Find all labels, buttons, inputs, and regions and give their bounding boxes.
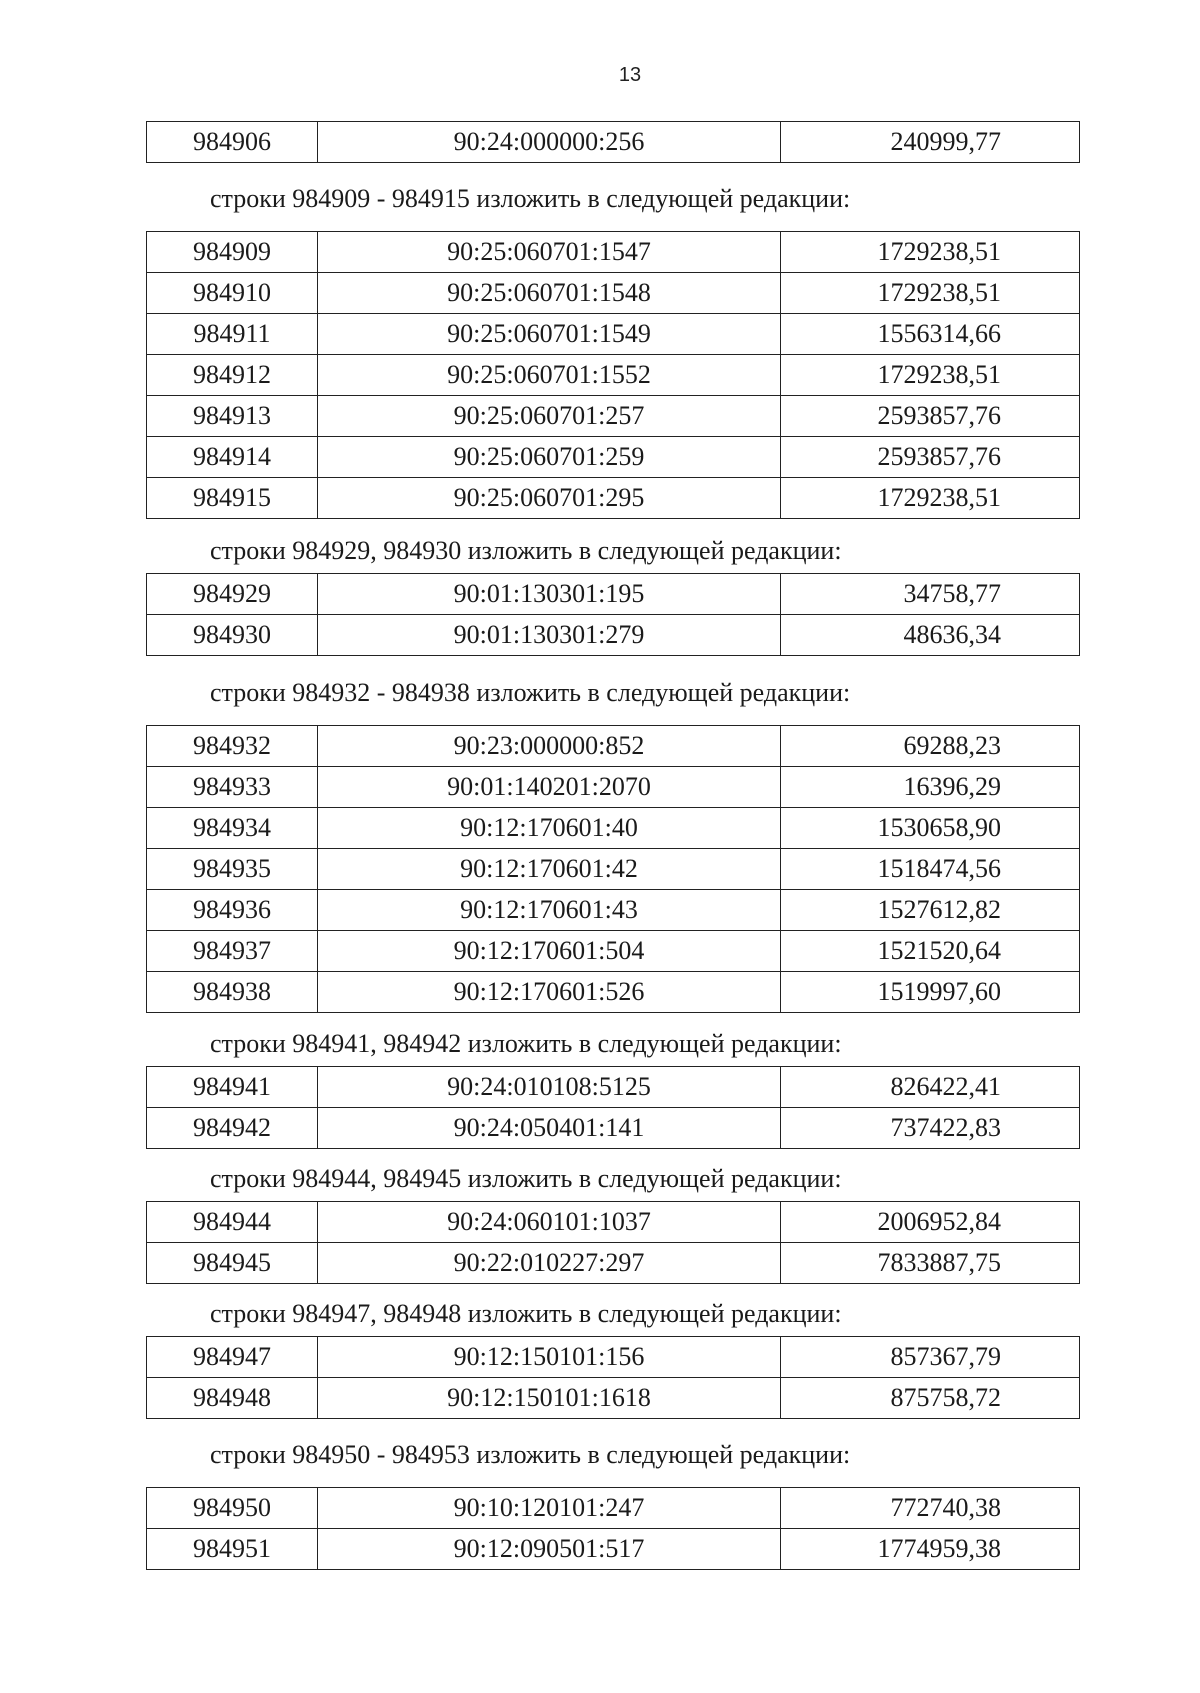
- table-row: [147, 314, 1080, 355]
- section-caption: строки 984941, 984942 изложить в следующей редакции:: [210, 1029, 842, 1058]
- table-row: [147, 478, 1080, 519]
- section-caption: строки 984929, 984930 изложить в следующей редакции:: [210, 536, 842, 565]
- row-number-cell: 984951: [147, 1529, 318, 1570]
- cadastral-number-cell: 90:12:170601:42: [318, 849, 781, 890]
- table-row: [147, 1108, 1080, 1149]
- value-cell: 1729238,51: [781, 232, 1080, 273]
- value-cell: 1521520,64: [781, 931, 1080, 972]
- cadastral-number-cell: 90:10:120101:247: [318, 1488, 781, 1529]
- data-table: [146, 1201, 1080, 1284]
- value-cell: 240999,77: [781, 122, 1080, 163]
- row-number-cell: 984950: [147, 1488, 318, 1529]
- row-number-cell: 984910: [147, 273, 318, 314]
- cadastral-number-cell: 90:24:010108:5125: [318, 1067, 781, 1108]
- row-number-cell: 984944: [147, 1202, 318, 1243]
- table-row: [147, 767, 1080, 808]
- value-cell: 1729238,51: [781, 478, 1080, 519]
- table-row: [147, 849, 1080, 890]
- row-number-cell: 984934: [147, 808, 318, 849]
- value-cell: 737422,83: [781, 1108, 1080, 1149]
- value-cell: 48636,34: [781, 615, 1080, 656]
- section-caption: строки 984944, 984945 изложить в следующей редакции:: [210, 1164, 842, 1193]
- row-number-cell: 984948: [147, 1378, 318, 1419]
- data-table: [146, 725, 1080, 1013]
- cadastral-number-cell: 90:25:060701:1549: [318, 314, 781, 355]
- row-number-cell: 984932: [147, 726, 318, 767]
- page-number: 13: [618, 64, 642, 86]
- row-number-cell: 984912: [147, 355, 318, 396]
- table-row: [147, 972, 1080, 1013]
- table-row: [147, 1529, 1080, 1570]
- cadastral-number-cell: 90:25:060701:259: [318, 437, 781, 478]
- value-cell: 2593857,76: [781, 396, 1080, 437]
- cadastral-number-cell: 90:01:130301:195: [318, 574, 781, 615]
- value-cell: 1729238,51: [781, 355, 1080, 396]
- section-caption: строки 984950 - 984953 изложить в следующей редакции:: [210, 1440, 851, 1469]
- value-cell: 1774959,38: [781, 1529, 1080, 1570]
- cadastral-number-cell: 90:25:060701:1552: [318, 355, 781, 396]
- table-row: [147, 232, 1080, 273]
- cadastral-number-cell: 90:22:010227:297: [318, 1243, 781, 1284]
- section-6: [146, 1299, 1080, 1419]
- table-row: [147, 1067, 1080, 1108]
- value-cell: 826422,41: [781, 1067, 1080, 1108]
- row-number-cell: 984909: [147, 232, 318, 273]
- section-5: [146, 1164, 1080, 1284]
- section-7: [146, 1440, 1080, 1570]
- row-number-cell: 984933: [147, 767, 318, 808]
- section-4: [146, 1029, 1080, 1149]
- table-row: [147, 396, 1080, 437]
- value-cell: 1729238,51: [781, 273, 1080, 314]
- section-1: [146, 184, 1080, 519]
- value-cell: 2006952,84: [781, 1202, 1080, 1243]
- table-row: [147, 1202, 1080, 1243]
- value-cell: 772740,38: [781, 1488, 1080, 1529]
- table-row: [147, 890, 1080, 931]
- cadastral-number-cell: 90:12:150101:156: [318, 1337, 781, 1378]
- section-0: [146, 121, 1080, 163]
- table-row: [147, 1488, 1080, 1529]
- row-number-cell: 984906: [147, 122, 318, 163]
- row-number-cell: 984942: [147, 1108, 318, 1149]
- section-3: [146, 678, 1080, 1013]
- row-number-cell: 984915: [147, 478, 318, 519]
- value-cell: 875758,72: [781, 1378, 1080, 1419]
- row-number-cell: 984936: [147, 890, 318, 931]
- table-row: [147, 1378, 1080, 1419]
- table-row: [147, 1337, 1080, 1378]
- table-row: [147, 615, 1080, 656]
- data-table: [146, 1487, 1080, 1570]
- table-row: [147, 1243, 1080, 1284]
- table-row: [147, 122, 1080, 163]
- row-number-cell: 984935: [147, 849, 318, 890]
- table-row: [147, 726, 1080, 767]
- section-caption: строки 984932 - 984938 изложить в следующей редакции:: [210, 678, 851, 707]
- table-row: [147, 931, 1080, 972]
- cadastral-number-cell: 90:25:060701:1547: [318, 232, 781, 273]
- row-number-cell: 984930: [147, 615, 318, 656]
- table-row: [147, 574, 1080, 615]
- cadastral-number-cell: 90:01:140201:2070: [318, 767, 781, 808]
- value-cell: 69288,23: [781, 726, 1080, 767]
- value-cell: 1530658,90: [781, 808, 1080, 849]
- cadastral-number-cell: 90:25:060701:1548: [318, 273, 781, 314]
- cadastral-number-cell: 90:24:060101:1037: [318, 1202, 781, 1243]
- cadastral-number-cell: 90:23:000000:852: [318, 726, 781, 767]
- data-table: [146, 1336, 1080, 1419]
- table-row: [147, 355, 1080, 396]
- row-number-cell: 984913: [147, 396, 318, 437]
- row-number-cell: 984929: [147, 574, 318, 615]
- value-cell: 1519997,60: [781, 972, 1080, 1013]
- value-cell: 857367,79: [781, 1337, 1080, 1378]
- section-caption: строки 984909 - 984915 изложить в следующей редакции:: [210, 184, 851, 213]
- row-number-cell: 984945: [147, 1243, 318, 1284]
- cadastral-number-cell: 90:12:170601:504: [318, 931, 781, 972]
- cadastral-number-cell: 90:25:060701:295: [318, 478, 781, 519]
- cadastral-number-cell: 90:12:090501:517: [318, 1529, 781, 1570]
- cadastral-number-cell: 90:12:170601:43: [318, 890, 781, 931]
- table-row: [147, 273, 1080, 314]
- row-number-cell: 984938: [147, 972, 318, 1013]
- cadastral-number-cell: 90:24:050401:141: [318, 1108, 781, 1149]
- value-cell: 1556314,66: [781, 314, 1080, 355]
- data-table: [146, 121, 1080, 163]
- cadastral-number-cell: 90:12:150101:1618: [318, 1378, 781, 1419]
- value-cell: 7833887,75: [781, 1243, 1080, 1284]
- row-number-cell: 984914: [147, 437, 318, 478]
- row-number-cell: 984947: [147, 1337, 318, 1378]
- value-cell: 2593857,76: [781, 437, 1080, 478]
- section-2: [146, 536, 1080, 656]
- cadastral-number-cell: 90:01:130301:279: [318, 615, 781, 656]
- value-cell: 34758,77: [781, 574, 1080, 615]
- row-number-cell: 984937: [147, 931, 318, 972]
- cadastral-number-cell: 90:12:170601:40: [318, 808, 781, 849]
- cadastral-number-cell: 90:12:170601:526: [318, 972, 781, 1013]
- section-caption: строки 984947, 984948 изложить в следующей редакции:: [210, 1299, 842, 1328]
- cadastral-number-cell: 90:25:060701:257: [318, 396, 781, 437]
- table-row: [147, 437, 1080, 478]
- data-table: [146, 573, 1080, 656]
- value-cell: 16396,29: [781, 767, 1080, 808]
- row-number-cell: 984911: [147, 314, 318, 355]
- data-table: [146, 231, 1080, 519]
- value-cell: 1518474,56: [781, 849, 1080, 890]
- value-cell: 1527612,82: [781, 890, 1080, 931]
- row-number-cell: 984941: [147, 1067, 318, 1108]
- data-table: [146, 1066, 1080, 1149]
- cadastral-number-cell: 90:24:000000:256: [318, 122, 781, 163]
- table-row: [147, 808, 1080, 849]
